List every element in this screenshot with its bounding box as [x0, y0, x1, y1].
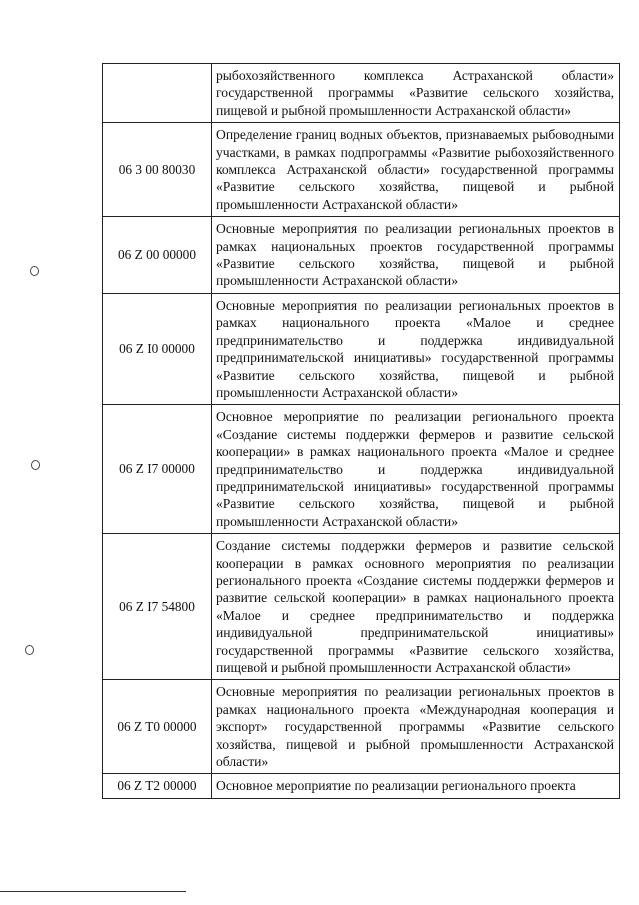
row-description: рыбохозяйственного комплекса Астраханской области» государственной программы «Развитие сельского хозяйства, пищевой и рыбной промышленности Астраханской области» [212, 64, 620, 123]
table-row [103, 217, 620, 294]
row-description: Определение границ водных объектов, признаваемых рыбоводными участками, в рамках подпрограммы «Развитие рыбохозяйственного комплекса Астраханской области» государственной программы «Развитие сельского хозяйства, пищевой и рыбной промышленности Астраханской области» [212, 123, 620, 217]
table-row [103, 534, 620, 680]
table-row [103, 293, 620, 404]
classification-code: 06 Z T0 00000 [103, 680, 212, 774]
table-row [103, 405, 620, 534]
classification-code: 06 Z 00 00000 [103, 217, 212, 294]
row-description: Создание системы поддержки фермеров и развитие сельской кооперации в рамках основного мероприятия по реализации регионального проекта «Создание системы поддержки фермеров и развитие сельской кооперации» в рамках национального проекта «Малое и среднее предпринимательство и поддержка индивидуальной предпринимательской инициативы» государственной программы «Развитие сельского хозяйства, пищевой и рыбной промышленности Астраханской области» [212, 534, 620, 680]
punch-hole-mark [25, 645, 34, 655]
footnote-divider [0, 891, 186, 892]
row-description: Основное мероприятие по реализации регионального проекта «Создание системы поддержки фермеров и развитие сельской кооперации» в рамках национального проекта «Малое и среднее предпринимательство и поддержка индивидуальной предпринимательской инициативы» государственной программы «Развитие сельского хозяйства, пищевой и рыбной промышленности Астраханской области» [212, 405, 620, 534]
budget-classification-table [102, 63, 620, 799]
row-description: Основное мероприятие по реализации регионального проекта [212, 774, 620, 798]
punch-hole-mark [30, 266, 39, 276]
table-row [103, 774, 620, 798]
table-row [103, 123, 620, 217]
punch-hole-mark [31, 460, 40, 470]
table-row [103, 680, 620, 774]
row-description: Основные мероприятия по реализации региональных проектов в рамках национального проекта «Малое и среднее предпринимательство и поддержка индивидуальной предпринимательской инициативы» государственной программы «Развитие сельского хозяйства, пищевой и рыбной промышленности Астраханской области» [212, 293, 620, 404]
row-description: Основные мероприятия по реализации региональных проектов в рамках национальных проектов государственной программы «Развитие сельского хозяйства, пищевой и рыбной промышленности Астраханской области» [212, 217, 620, 294]
classification-code: 06 Z I7 00000 [103, 405, 212, 534]
classification-code: 06 Z T2 00000 [103, 774, 212, 798]
classification-code: 06 Z I0 00000 [103, 293, 212, 404]
table-row [103, 64, 620, 123]
classification-code [103, 64, 212, 123]
classification-code: 06 Z I7 54800 [103, 534, 212, 680]
classification-code: 06 3 00 80030 [103, 123, 212, 217]
row-description: Основные мероприятия по реализации региональных проектов в рамках национального проекта «Международная кооперация и экспорт» государственной программы «Развитие сельского хозяйства, пищевой и рыбной промышленности Астраханской области» [212, 680, 620, 774]
